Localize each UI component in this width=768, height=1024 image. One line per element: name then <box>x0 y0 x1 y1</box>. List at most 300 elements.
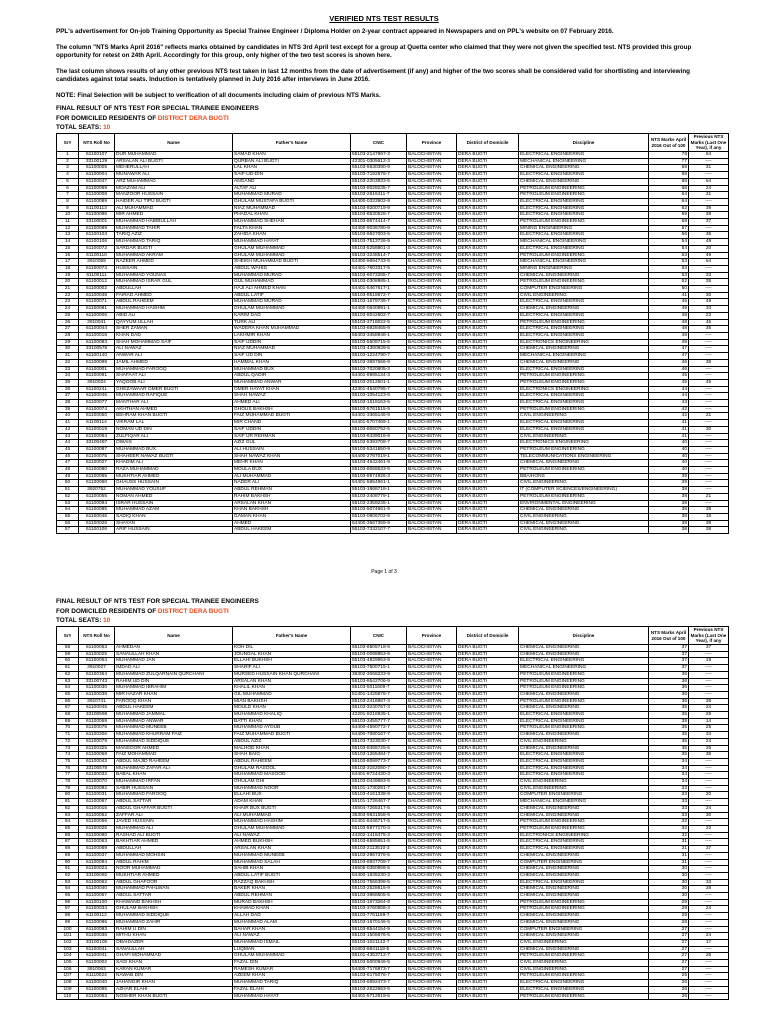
previous-marks: 21 <box>689 493 729 500</box>
candidate-name: SHAFAAT ALI <box>115 373 233 380</box>
cnic: 55103-8674414-7 <box>351 219 407 226</box>
roll-no: 61100041 <box>79 953 115 960</box>
candidate-name: ABDUL GHAFFAR BUGTI <box>115 805 233 812</box>
discipline: PETROLEUM ENGINEERING <box>519 899 649 906</box>
father-name: SAIF UD DIN <box>233 353 351 360</box>
province: BALOCHISTAN <box>407 859 457 866</box>
discipline: ELECTRICAL ENGINEERING <box>519 879 649 886</box>
table-row <box>57 825 729 832</box>
previous-marks: 54 <box>689 259 729 266</box>
province: BALOCHISTAN <box>407 319 457 326</box>
district: DERA BUGTI <box>457 859 519 866</box>
table-row <box>57 691 729 698</box>
sr-no: 85 <box>57 825 79 832</box>
province: BALOCHISTAN <box>407 665 457 672</box>
province: BALOCHISTAN <box>407 839 457 846</box>
roll-no: 61100046 <box>79 393 115 400</box>
candidate-name: KHAN DAD <box>115 332 233 339</box>
cnic: 55103-3455777-7 <box>351 718 407 725</box>
table-row <box>57 507 729 514</box>
nts-marks: 30 <box>649 886 689 893</box>
father-name: SHAH BAIG <box>233 752 351 759</box>
sr-no: 77 <box>57 772 79 779</box>
province: BALOCHISTAN <box>407 373 457 380</box>
sr-no: 56 <box>57 520 79 527</box>
nts-marks: 53 <box>649 265 689 272</box>
father-name: SAMAD KHAN <box>233 152 351 159</box>
table-row <box>57 212 729 219</box>
nts-marks: 35 <box>649 732 689 739</box>
father-name: FALTA KHAN <box>233 225 351 232</box>
father-name: ABDUL REHMAN <box>233 487 351 494</box>
father-name: ABDUL LATIF BUGTI <box>233 872 351 879</box>
cnic: 54401-5712619-5 <box>351 993 407 1000</box>
table-header-row <box>57 627 729 645</box>
candidate-name: SHAYAN <box>115 520 233 527</box>
candidate-name: BAKHTIAR AHMED <box>115 839 233 846</box>
candidate-name: ABDULLAH <box>115 286 233 293</box>
father-name: MUHAMMAD HASHIM <box>233 819 351 826</box>
nts-marks: 27 <box>649 960 689 967</box>
table-row <box>57 265 729 272</box>
province: BALOCHISTAN <box>407 825 457 832</box>
district: DERA BUGTI <box>457 986 519 993</box>
candidate-name: BEHRAM KHAN BUGTI <box>115 413 233 420</box>
father-name: KHALIL KHAN <box>233 685 351 692</box>
candidate-name: BABAL KHAN <box>115 772 233 779</box>
province: BALOCHISTAN <box>407 758 457 765</box>
cnic: 55103-3718022-5 <box>351 319 407 326</box>
father-name: AZIZ GUL <box>233 440 351 447</box>
roll-no: 61100087 <box>79 446 115 453</box>
cnic: 55103-9627003-5 <box>351 232 407 239</box>
sr-no: 25 <box>57 312 79 319</box>
discipline: PETROLEUM ENGINEERING <box>519 671 649 678</box>
roll-no: 61100063 <box>79 839 115 846</box>
province: BALOCHISTAN <box>407 299 457 306</box>
previous-marks: 24 <box>689 738 729 745</box>
previous-marks: ---- <box>689 651 729 658</box>
father-name: MUHAMMAD NOOR <box>233 785 351 792</box>
table-row <box>57 685 729 692</box>
previous-marks: ---- <box>689 691 729 698</box>
roll-no: 61100083 <box>79 339 115 346</box>
candidate-name: MUHAMMAD ISRAR GUL <box>115 279 233 286</box>
candidate-name: MUHAMMAD AKRAM <box>115 252 233 259</box>
roll-no: 3910059 <box>79 259 115 266</box>
father-name: MUHAMMAD MURAD <box>233 192 351 199</box>
province: BALOCHISTAN <box>407 651 457 658</box>
district: DERA BUGTI <box>457 805 519 812</box>
sr-no: 13 <box>57 232 79 239</box>
cnic: 55103-1618163-5 <box>351 400 407 407</box>
candidate-name: QAYYUM ULLAH <box>115 319 233 326</box>
district: DERA BUGTI <box>457 225 519 232</box>
sr-no: 87 <box>57 839 79 846</box>
discipline: ELECTRICAL ENGINEERING <box>519 846 649 853</box>
roll-no: 61100036 <box>79 933 115 940</box>
father-name: ARSALAN KHAN <box>233 678 351 685</box>
sr-no: 106 <box>57 966 79 973</box>
results-table-page2 <box>56 626 729 1000</box>
discipline: PETROLEUM ENGINEERING <box>519 725 649 732</box>
father-name: SAIF-UD-DIN <box>233 172 351 179</box>
candidate-name: SANAULLAH <box>115 946 233 953</box>
district: DERA BUGTI <box>457 259 519 266</box>
candidate-name: KHAWAND BAKHSH <box>115 899 233 906</box>
roll-no: 61100103 <box>79 232 115 239</box>
nts-marks: 39 <box>649 480 689 487</box>
province: BALOCHISTAN <box>407 198 457 205</box>
previous-marks: ---- <box>689 473 729 480</box>
table-row <box>57 299 729 306</box>
district: DERA BUGTI <box>457 245 519 252</box>
previous-marks: 64 <box>689 152 729 159</box>
roll-no: 61100054 <box>79 658 115 665</box>
previous-marks: 38 <box>689 212 729 219</box>
roll-no: 61100019 <box>79 426 115 433</box>
father-name: BAKER KHAN <box>233 886 351 893</box>
candidate-name: MANSOOR AHMED <box>115 745 233 752</box>
cnic-header: CNIC <box>351 627 407 645</box>
previous-marks: ---- <box>689 899 729 906</box>
province: BALOCHISTAN <box>407 718 457 725</box>
sr-no: 4 <box>57 172 79 179</box>
discipline: CHEMICAL ENGINEERING <box>519 933 649 940</box>
father-name: KHAIR BUX BUGTI <box>233 805 351 812</box>
nts-marks: 29 <box>649 913 689 920</box>
cnic: 55103-8674926-3 <box>351 473 407 480</box>
sr-no: 6 <box>57 185 79 192</box>
district: DERA BUGTI <box>457 178 519 185</box>
cnic: 55103-4829953-9 <box>351 658 407 665</box>
sr-no: 78 <box>57 779 79 786</box>
province: BALOCHISTAN <box>407 973 457 980</box>
candidate-name: MUHAMMAD KHURRAM FAIZ <box>115 732 233 739</box>
cnic: 54400-9036780-9 <box>351 225 407 232</box>
district: DERA BUGTI <box>457 239 519 246</box>
province: BALOCHISTAN <box>407 393 457 400</box>
cnic: 55103-8089773-7 <box>351 758 407 765</box>
district: DERA BUGTI <box>457 212 519 219</box>
nts-marks: 64 <box>649 198 689 205</box>
province: BALOCHISTAN <box>407 966 457 973</box>
roll-no: 61100041 <box>79 946 115 953</box>
candidate-name: MEHERULLAH <box>115 165 233 172</box>
candidate-name: MIR AHMED <box>115 212 233 219</box>
cnic: 55103-1506676-5 <box>351 933 407 940</box>
father-name: ARSALAN KHAN <box>233 500 351 507</box>
cnic: 45505-0360858-5 <box>351 866 407 873</box>
table-row <box>57 665 729 672</box>
previous-marks: ---- <box>689 785 729 792</box>
district: DERA BUGTI <box>457 346 519 353</box>
nts-marks: 38 <box>649 500 689 507</box>
father-name: GHULAM MUHAMMAD <box>233 252 351 259</box>
previous-marks: 20 <box>689 792 729 799</box>
district: DERA BUGTI <box>457 319 519 326</box>
cnic: 54401-5707469-1 <box>351 420 407 427</box>
district: DERA BUGTI <box>457 946 519 953</box>
district: DERA BUGTI <box>457 893 519 900</box>
discipline: CHEMICAL ENGINEERING <box>519 178 649 185</box>
candidate-name: SHAH MOHAMMAD SAIF <box>115 339 233 346</box>
candidate-name: AKHTHAN AHMED <box>115 406 233 413</box>
roll-no: 33100105 <box>79 939 115 946</box>
father-name: MUHAMMAD HAYAT <box>233 993 351 1000</box>
table-row <box>57 785 729 792</box>
candidate-name: DUR MUHAMMAD <box>115 152 233 159</box>
candidate-name: NOMAN AHMED <box>115 493 233 500</box>
roll-no: 61100095 <box>79 986 115 993</box>
results-table-page1 <box>56 133 729 534</box>
father-name: KHAN BAKHSH <box>233 507 351 514</box>
province: BALOCHISTAN <box>407 346 457 353</box>
discipline: COMPUTER ENGINEERING <box>519 859 649 866</box>
cnic: 51401-6446717-5 <box>351 819 407 826</box>
candidate-name: MUHAMMAD MOHSIN <box>115 852 233 859</box>
candidate-name: ABDUL RAHIM <box>115 859 233 866</box>
cnic: 55103-8455725-5 <box>351 745 407 752</box>
discipline: ENVIRONMENTAL ENGINEERING <box>519 500 649 507</box>
father-name: ADAM KHAN <box>233 799 351 806</box>
discipline: CIVIL ENGINEERING <box>519 433 649 440</box>
district: DERA BUGTI <box>457 172 519 179</box>
district: DERA BUGTI <box>457 913 519 920</box>
district: DERA BUGTI <box>457 185 519 192</box>
candidate-name: ABID ALI <box>115 312 233 319</box>
table-row <box>57 899 729 906</box>
roll-no: 61100065 <box>79 473 115 480</box>
father-name: MIR CHAND <box>233 420 351 427</box>
roll-no: 61100015 <box>79 805 115 812</box>
candidate-name: GHEZAWAAR OMER BUGTI <box>115 386 233 393</box>
sr-no: 29 <box>57 339 79 346</box>
candidate-name: FAIRAD AHMED <box>115 292 233 299</box>
candidate-name: YAQOOB ALI <box>115 379 233 386</box>
nts-marks: 77 <box>649 158 689 165</box>
nts-marks: 48 <box>649 319 689 326</box>
discipline: ELECTRONICS ENGINEERING <box>519 440 649 447</box>
nts-marks: 47 <box>649 353 689 360</box>
province: BALOCHISTAN <box>407 326 457 333</box>
cnic: 55103-2359245-1 <box>351 500 407 507</box>
cnic: 55103-3152080-7 <box>351 765 407 772</box>
father-name: ALI MUHAMMAD <box>233 473 351 480</box>
district-header: District of Domicile <box>457 134 519 152</box>
previous-marks: ---- <box>689 678 729 685</box>
roll-no: 61100099 <box>79 198 115 205</box>
candidate-name: ARSALAN ALI BUGTI <box>115 158 233 165</box>
previous-marks: ---- <box>689 986 729 993</box>
sr-no: 92 <box>57 872 79 879</box>
discipline: ELECTRICAL ENGINEERING <box>519 712 649 719</box>
nts-marks: 35 <box>649 752 689 759</box>
previous-marks: 33 <box>689 879 729 886</box>
discipline: ELECTRICAL ENGINEERING <box>519 212 649 219</box>
province: BALOCHISTAN <box>407 906 457 913</box>
discipline: CHEMICAL ENGINEERING <box>519 872 649 879</box>
nts-marks-header: NTS Marks April 2016 Out of 100 <box>649 134 689 152</box>
table-row <box>57 252 729 259</box>
province: BALOCHISTAN <box>407 493 457 500</box>
roll-no: 61100004 <box>79 172 115 179</box>
district-header: District of Domicile <box>457 627 519 645</box>
table-row <box>57 846 729 853</box>
roll-no: 61100076 <box>79 725 115 732</box>
roll-no: 61100111 <box>79 272 115 279</box>
candidate-name: JAVED HUSSAIN <box>115 819 233 826</box>
province: BALOCHISTAN <box>407 685 457 692</box>
sr-no: 16 <box>57 252 79 259</box>
nts-marks: 34 <box>649 765 689 772</box>
table-row <box>57 779 729 786</box>
province: BALOCHISTAN <box>407 219 457 226</box>
table-row <box>57 172 729 179</box>
district: DERA BUGTI <box>457 198 519 205</box>
previous-marks: ---- <box>689 819 729 826</box>
father-name: MUHAMMAD AYOUB <box>233 725 351 732</box>
sr-no: 52 <box>57 493 79 500</box>
district: DERA BUGTI <box>457 400 519 407</box>
father-name: TURK ALI <box>233 319 351 326</box>
father-name: LUQMAN <box>233 946 351 953</box>
nts-marks: 33 <box>649 785 689 792</box>
table-row <box>57 651 729 658</box>
nts-marks: 40 <box>649 467 689 474</box>
table-row <box>57 393 729 400</box>
table-row <box>57 386 729 393</box>
previous-marks: 35 <box>689 232 729 239</box>
candidate-name: IMDAD ALI <box>115 665 233 672</box>
district: DERA BUGTI <box>457 939 519 946</box>
table-row <box>57 906 729 913</box>
previous-marks: 30 <box>689 812 729 819</box>
district: DERA BUGTI <box>457 846 519 853</box>
sr-no-header: Sr# <box>57 627 79 645</box>
discipline: ELECTRICAL ENGINEERING <box>519 312 649 319</box>
previous-marks: ---- <box>689 446 729 453</box>
previous-marks: 19 <box>689 658 729 665</box>
candidate-name: MANTHAR ALI <box>115 400 233 407</box>
district: DERA BUGTI <box>457 339 519 346</box>
discipline: MECHANICAL ENGINEERING <box>519 353 649 360</box>
province: BALOCHISTAN <box>407 172 457 179</box>
nts-marks: 29 <box>649 899 689 906</box>
discipline: CIVIL ENGINEERING <box>519 779 649 786</box>
discipline: TELECOMMUNICATIONS ENGINEERING <box>519 453 649 460</box>
discipline: CHEMICAL ENGINEERING <box>519 346 649 353</box>
table-row <box>57 440 729 447</box>
candidate-name: NOMAN UD DIN <box>115 426 233 433</box>
table-row <box>57 205 729 212</box>
father-name: SHAH NAWAZ <box>233 393 351 400</box>
candidate-name: RAHIM UD DIN <box>115 678 233 685</box>
nts-marks: 32 <box>649 819 689 826</box>
father-name-header: Father's Name <box>233 134 351 152</box>
table-row <box>57 792 729 799</box>
candidate-name: MUHAMMAD FAROOQ <box>115 366 233 373</box>
cnic: 55103-3240767-3 <box>351 705 407 712</box>
father-name-header: Father's Name <box>233 627 351 645</box>
discipline: ELECTRICAL ENGINEERING <box>519 245 649 252</box>
table-row <box>57 460 729 467</box>
discipline: CIVIL ENGINEERING <box>519 292 649 299</box>
cnic: 55103-8544154-9 <box>351 926 407 933</box>
province: BALOCHISTAN <box>407 259 457 266</box>
candidate-name: SHER ZAMAN <box>115 326 233 333</box>
nts-marks: 31 <box>649 839 689 846</box>
cnic: 55103-4642461-9 <box>351 460 407 467</box>
district: DERA BUGTI <box>457 373 519 380</box>
discipline: MECHANICAL ENGINEERING <box>519 799 649 806</box>
nts-marks: 35 <box>649 705 689 712</box>
nts-marks: 64 <box>649 192 689 199</box>
nts-marks: 37 <box>649 658 689 665</box>
nts-marks: 31 <box>649 859 689 866</box>
previous-marks: ---- <box>689 373 729 380</box>
district: DERA BUGTI <box>457 886 519 893</box>
cnic: 55103-5074661-9 <box>351 507 407 514</box>
candidate-name: ARZ MUHAMMAD <box>115 178 233 185</box>
previous-marks: 49 <box>689 239 729 246</box>
discipline: CIVIL ENGINEERING <box>519 513 649 520</box>
district: DERA BUGTI <box>457 980 519 987</box>
district: DERA BUGTI <box>457 691 519 698</box>
cnic: 54400-2767019-1 <box>351 453 407 460</box>
table-row <box>57 832 729 839</box>
cnic: 36302-3068233-9 <box>351 671 407 678</box>
roll-no: 61110024 <box>79 973 115 980</box>
cnic: 55103-2113510-3 <box>351 846 407 853</box>
roll-no: 61100046 <box>79 513 115 520</box>
province: BALOCHISTAN <box>407 420 457 427</box>
discipline: CHEMICAL ENGINEERING <box>519 805 649 812</box>
candidate-name: ABDUL HAKEEM <box>115 705 233 712</box>
province: BALOCHISTAN <box>407 480 457 487</box>
father-name: SHEIKH MUHAMMAD BUGTI <box>233 259 351 266</box>
nts-marks: 35 <box>649 745 689 752</box>
province: BALOCHISTAN <box>407 192 457 199</box>
candidate-name: MUHAMMAD JAMMAL <box>115 712 233 719</box>
previous-marks: ---- <box>689 500 729 507</box>
father-name: FAZAL DIN <box>233 960 351 967</box>
discipline: ELECTRICAL ENGINEERING <box>519 205 649 212</box>
cnic: 54401-5467617-1 <box>351 286 407 293</box>
province: BALOCHISTAN <box>407 245 457 252</box>
sr-no: 68 <box>57 712 79 719</box>
district: DERA BUGTI <box>457 527 519 534</box>
province: BALOCHISTAN <box>407 353 457 360</box>
sr-no: 110 <box>57 993 79 1000</box>
discipline: BBA/HONS <box>519 473 649 480</box>
father-name: GUL MUHAMMAD <box>233 279 351 286</box>
previous-marks: 33 <box>689 272 729 279</box>
province: BALOCHISTAN <box>407 980 457 987</box>
cnic: 55103-7761159-7 <box>351 913 407 920</box>
nts-marks: 40 <box>649 446 689 453</box>
district: DERA BUGTI <box>457 651 519 658</box>
roll-no: 61100081 <box>79 306 115 313</box>
province: BALOCHISTAN <box>407 712 457 719</box>
father-name: MUHAMMAD ISMAIL <box>233 939 351 946</box>
nts-marks: 38 <box>649 493 689 500</box>
candidate-name: SANAULLAH KHAN <box>115 651 233 658</box>
sr-no: 70 <box>57 725 79 732</box>
sr-no: 27 <box>57 326 79 333</box>
seats-label: TOTAL SEATS: <box>56 617 102 624</box>
table-row <box>57 339 729 346</box>
